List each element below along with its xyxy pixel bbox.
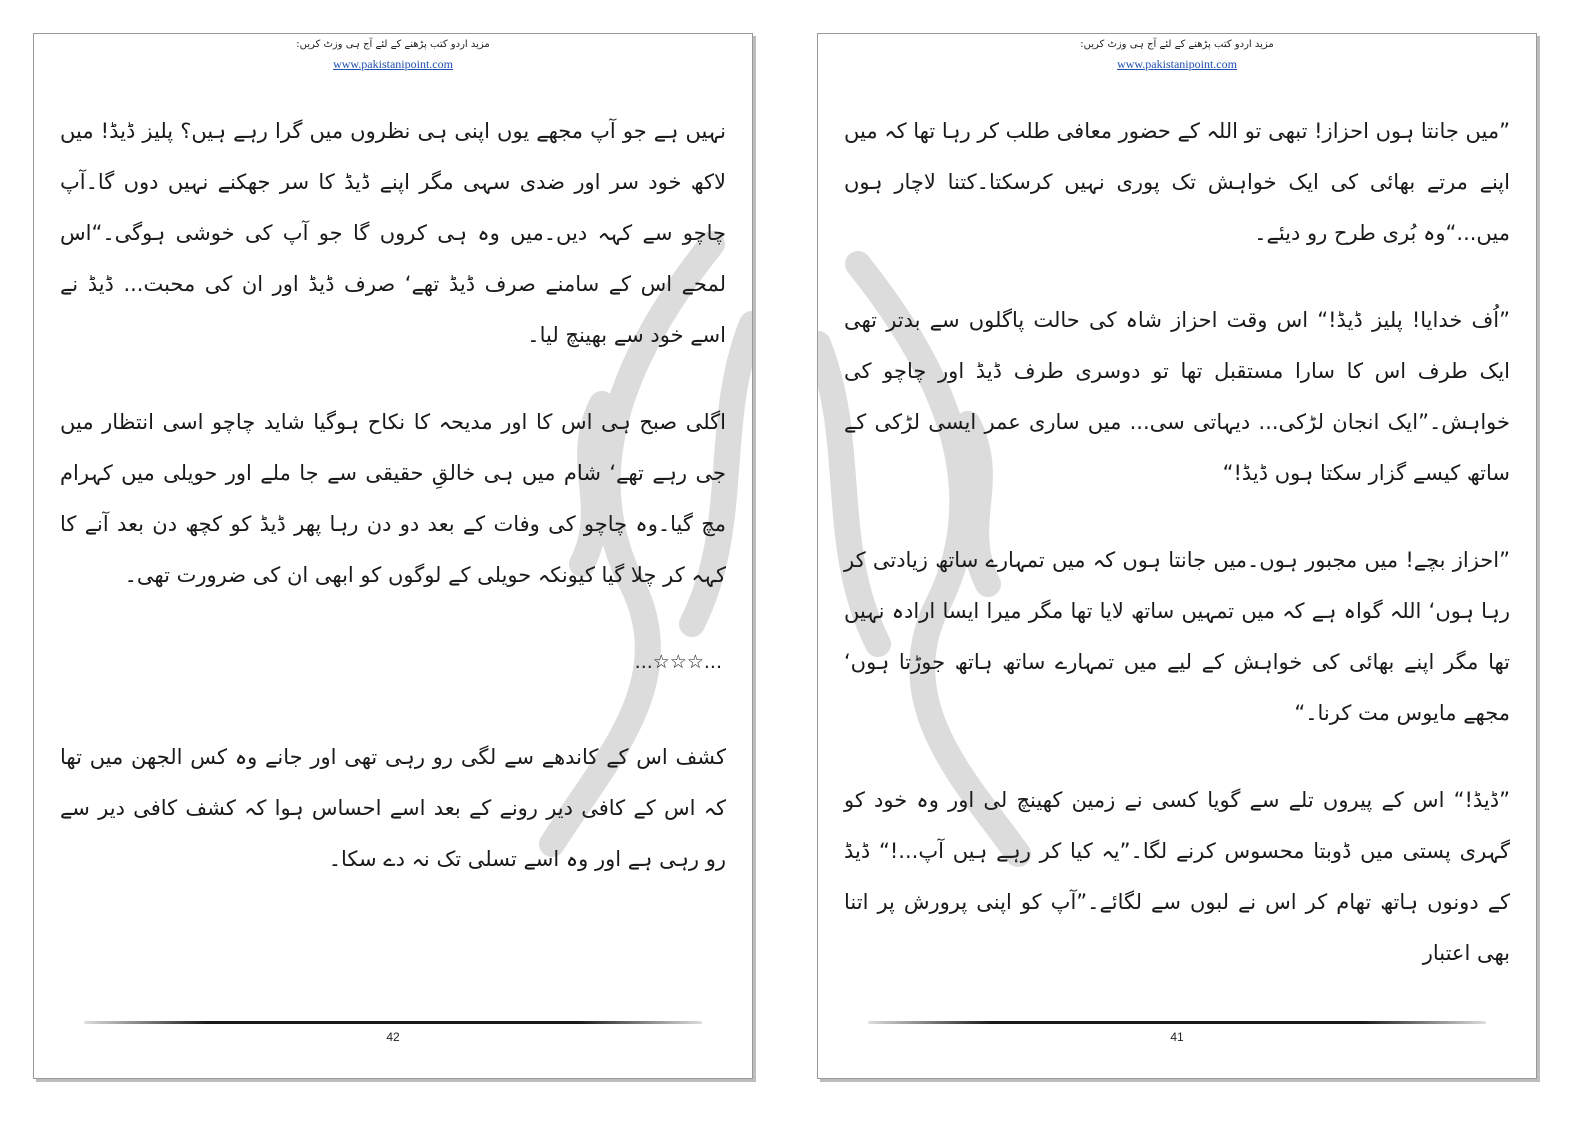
page-body xyxy=(60,106,726,1022)
website-link[interactable]: www.pakistanipoint.com xyxy=(1117,57,1237,71)
page-body xyxy=(844,106,1510,1022)
page-header xyxy=(34,38,752,72)
page-42 xyxy=(33,33,753,1079)
page-header xyxy=(818,38,1536,72)
website-link[interactable]: www.pakistanipoint.com xyxy=(333,57,453,71)
footer-divider xyxy=(868,1021,1486,1024)
footer-divider xyxy=(84,1021,702,1024)
paragraph: ”اُف خدایا! پلیز ڈیڈ!“ اس وقت احزاز شاہ کی حالت پاگلوں سے بدتر تھی ایک طرف اس کا سارا مستقبل تھا تو دوسری طرف ڈیڈ اور چاچو کی خواہش۔”ایک انجان لڑکی... دیہاتی سی... میں ساری عمر ایسی لڑکی کے ساتھ کیسے گزار سکتا ہوں ڈیڈ!“ xyxy=(844,308,1510,485)
paragraph: ”احزاز بچے! میں مجبور ہوں۔میں جانتا ہوں کہ میں تمہارے ساتھ زیادتی کر رہا ہوں‘ اللہ گواہ ہے کہ میں تمہیں ساتھ لایا تھا مگر میرا ایسا ارادہ نہیں تھا مگر اپنے بھائی کی خواہش کے لیے میں تمہارے ساتھ ہاتھ جوڑتا ہوں‘ مجھے مایوس مت کرنا۔“ xyxy=(844,548,1510,725)
page-41 xyxy=(817,33,1537,1079)
page-number: 41 xyxy=(1170,1030,1184,1044)
paragraph: اگلی صبح ہی اس کا اور مدیحہ کا نکاح ہوگیا شاید چاچو اسی انتظار میں جی رہے تھے‘ شام میں ہی خالقِ حقیقی سے جا ملے اور حویلی میں کہرام مچ گیا۔وہ چاچو کی وفات کے بعد دو دن رہا پھر ڈیڈ کو کچھ دن بعد آنے کا کہہ کر چلا گیا کیونکہ حویلی کے لوگوں کو ابھی ان کی ضرورت تھی۔ xyxy=(60,410,726,587)
header-note: مزید اردو کتب پڑھنے کے لئے آج ہی وزٹ کریں: xyxy=(296,39,490,50)
section-separator: ...☆☆☆... xyxy=(634,651,722,673)
paragraph: کشف اس کے کاندھے سے لگی رو رہی تھی اور جانے وہ کس الجھن میں تھا کہ اس کے کافی دیر رونے کے بعد اسے احساس ہوا کہ کشف کافی دیر سے رو رہی ہے اور وہ اسے تسلی تک نہ دے سکا۔ xyxy=(60,745,726,871)
page-number: 42 xyxy=(386,1030,400,1044)
paragraph: نہیں ہے جو آپ مجھے یوں اپنی ہی نظروں میں گرا رہے ہیں؟ پلیز ڈیڈ! میں لاکھ خود سر اور ضدی سہی مگر اپنے ڈیڈ کا سر جھکنے نہیں دوں گا۔آپ چاچو سے کہہ دیں۔میں وہ ہی کروں گا جو آپ کی خوشی ہوگی۔“اس لمحے اس کے سامنے صرف ڈیڈ تھے‘ صرف ڈیڈ اور ان کی محبت... ڈیڈ نے اسے خود سے بھینچ لیا۔ xyxy=(60,119,726,347)
header-note: مزید اردو کتب پڑھنے کے لئے آج ہی وزٹ کریں: xyxy=(1080,39,1274,50)
paragraph: ”میں جانتا ہوں احزاز! تبھی تو اللہ کے حضور معافی طلب کر رہا تھا کہ میں اپنے مرتے بھائی کی ایک خواہش تک پوری نہیں کرسکتا۔کتنا لاچار ہوں میں...“وہ بُری طرح رو دیئے۔ xyxy=(844,119,1510,245)
paragraph: ”ڈیڈ!“ اس کے پیروں تلے سے گویا کسی نے زمین کھینچ لی اور وہ خود کو گہری پستی میں ڈوبتا محسوس کرنے لگا۔”یہ کیا کر رہے ہیں آپ...!“ ڈیڈ کے دونوں ہاتھ تھام کر اس نے لبوں سے لگائے۔”آپ کو اپنی پرورش پر اتنا بھی اعتبار xyxy=(844,788,1510,965)
